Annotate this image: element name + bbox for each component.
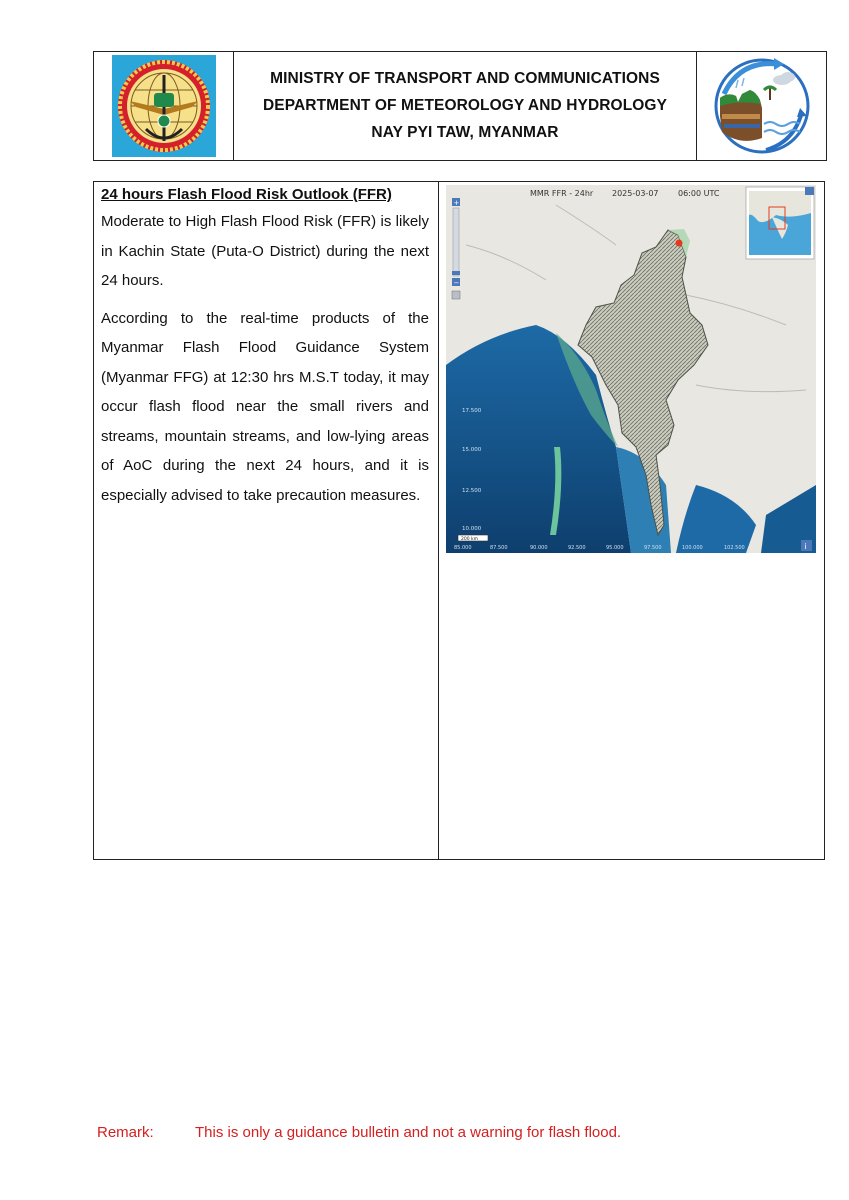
scale-label: 200 km bbox=[461, 537, 479, 542]
ministry-logo-cell bbox=[94, 52, 234, 160]
dmh-logo-cell bbox=[696, 52, 826, 160]
remark-line bbox=[97, 1124, 621, 1141]
flash-flood-risk-area bbox=[676, 240, 683, 247]
scale-bar bbox=[458, 535, 488, 542]
ministry-emblem-logo bbox=[112, 55, 216, 157]
map-title-bar bbox=[530, 189, 720, 198]
zoom-slider-handle[interactable] bbox=[452, 271, 460, 275]
outlook-summary: Moderate to High Flash Flood Risk (FFR) is likely in Kachin State (Puta-O District) during the next 24 hours. bbox=[101, 213, 429, 289]
department-name: DEPARTMENT OF METEOROLOGY AND HYDROLOGY bbox=[262, 97, 668, 114]
ministry-name: MINISTRY OF TRANSPORT AND COMMUNICATIONS bbox=[270, 70, 660, 87]
lon-label: 95.000 bbox=[606, 545, 624, 551]
water-cycle-logo bbox=[710, 54, 814, 158]
lon-label: 100.000 bbox=[682, 545, 703, 551]
ffr-map[interactable] bbox=[446, 185, 816, 553]
lon-label: 85.000 bbox=[454, 545, 472, 551]
lon-label: 102.500 bbox=[724, 545, 745, 551]
info-button[interactable] bbox=[801, 540, 812, 551]
lon-label: 87.500 bbox=[490, 545, 508, 551]
remark-label: Remark: bbox=[97, 1124, 154, 1141]
header-titles bbox=[234, 52, 696, 160]
zoom-out-glyph: − bbox=[453, 279, 460, 287]
overview-toggle-button[interactable] bbox=[805, 187, 814, 195]
lon-label: 92.500 bbox=[568, 545, 586, 551]
map-product: MMR FFR - 24hr bbox=[530, 189, 594, 198]
location-name: NAY PYI TAW, MYANMAR bbox=[371, 124, 559, 141]
zoom-control[interactable] bbox=[452, 198, 460, 299]
zoom-slider-track[interactable] bbox=[453, 208, 459, 276]
layer-toggle-button[interactable] bbox=[452, 291, 460, 299]
map-date: 2025-03-07 bbox=[612, 189, 659, 198]
overview-map[interactable] bbox=[746, 187, 814, 259]
outlook-title: 24 hours Flash Flood Risk Outlook (FFR) bbox=[101, 186, 392, 203]
map-time: 06:00 UTC bbox=[678, 189, 720, 198]
info-glyph: i bbox=[804, 542, 807, 551]
lat-label: 12.500 bbox=[462, 488, 482, 494]
lon-label: 90.000 bbox=[530, 545, 548, 551]
outlook-details: According to the real-time products of the Myanmar Flash Flood Guidance System (Myanmar FFG) at 12:30 hrs M.S.T today, it may occur flash flood near the small rivers and streams, mountain streams, and low-lying areas of AoC during the next 24 hours, and it is especially advised to take precaution measures. bbox=[101, 309, 429, 504]
zoom-in-glyph: + bbox=[453, 199, 460, 207]
lon-label: 97.500 bbox=[644, 545, 662, 551]
bulletin-content bbox=[93, 181, 825, 860]
lat-label: 15.000 bbox=[462, 447, 482, 453]
map-column bbox=[439, 182, 824, 859]
outlook-text-column bbox=[94, 182, 439, 859]
lat-label: 10.000 bbox=[462, 526, 482, 532]
bulletin-header bbox=[93, 51, 827, 161]
lat-label: 17.500 bbox=[462, 408, 482, 414]
remark-text: This is only a guidance bulletin and not a warning for flash flood. bbox=[195, 1124, 622, 1141]
